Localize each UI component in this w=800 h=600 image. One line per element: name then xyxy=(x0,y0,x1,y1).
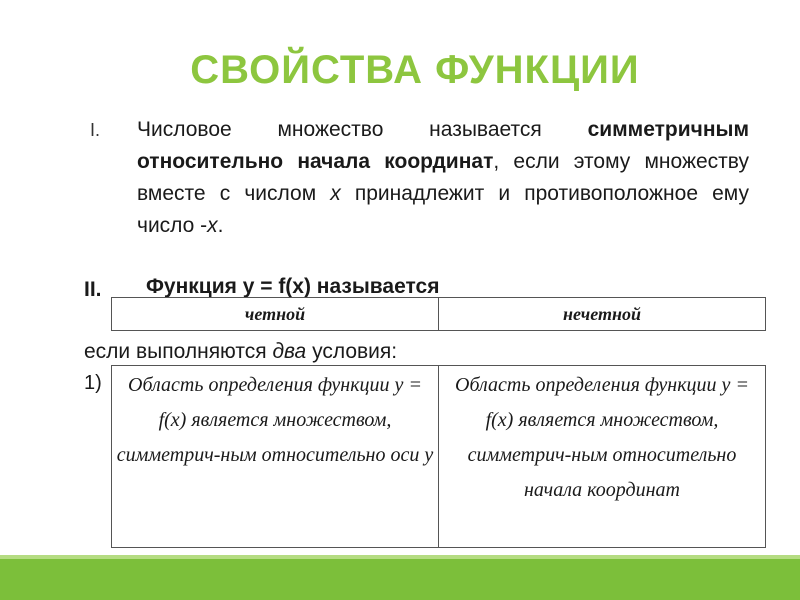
item-1-variable-x: x xyxy=(207,214,218,237)
item-1-text: принадлежит и противоположное ему число - xyxy=(137,182,749,237)
item-1-text: . xyxy=(217,214,224,237)
even-condition-cell: Область определения функции у = f(x) является множеством, симметрич-ным относительно оси у xyxy=(112,366,439,548)
item-1-text: Числовое множество называется xyxy=(137,118,588,141)
item-2-marker: II. xyxy=(84,278,102,301)
item-1-marker: I. xyxy=(90,120,101,140)
item-2-text: Функция у = f(x) называется xyxy=(146,275,440,298)
conditions-line xyxy=(84,340,397,364)
even-cell: четной xyxy=(112,298,439,331)
conditions-text: условия: xyxy=(306,340,398,363)
item-3-marker: 1) xyxy=(84,372,102,394)
odd-condition-cell: Область определения функции у = f(x) является множеством, симметрич-ным относительно начала координат xyxy=(439,366,766,548)
item-1-text: , если этому множеству вместе с числом xyxy=(137,150,749,205)
slide-title: СВОЙСТВА ФУНКЦИИ xyxy=(190,48,640,92)
item-1-paragraph xyxy=(137,114,749,242)
item-1-bold-term: симметричным относительно начала координат xyxy=(137,118,749,173)
conditions-text: если выполняются xyxy=(84,340,273,363)
odd-cell: нечетной xyxy=(439,298,766,331)
footer-bar xyxy=(0,559,800,600)
item-1-variable-x: x xyxy=(330,182,341,205)
even-odd-header-table xyxy=(111,297,766,331)
conditions-italic: два xyxy=(272,340,307,363)
conditions-table xyxy=(111,365,766,548)
